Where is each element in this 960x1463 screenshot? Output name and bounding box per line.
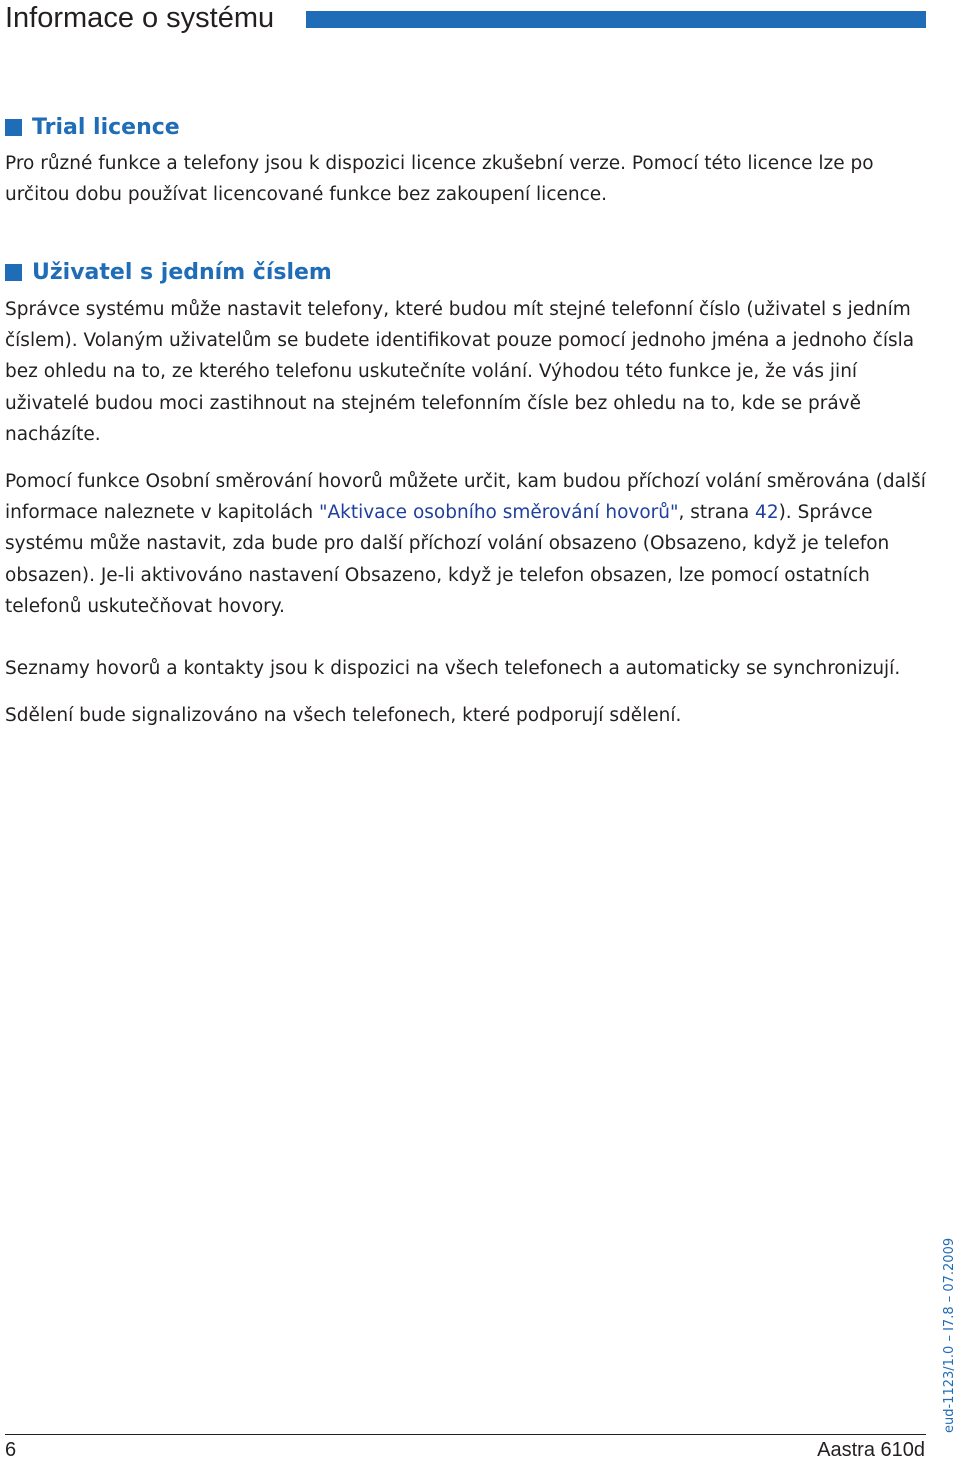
routing-paragraph	[5, 466, 935, 622]
trial-paragraph: Pro různé funkce a telefony jsou k dispozici licence zkušební verze. Pomocí této licence lze po určitou dobu používat licencované funkce bez zakoupení licence.	[5, 153, 874, 206]
header-accent-bar	[306, 11, 926, 28]
square-bullet-icon	[5, 264, 22, 281]
routing-text-end: ). Správce systému může nastavit, zda bude pro další příchozí volání obsazeno (Obsazeno, když je telefon obsazen). Je-li aktivováno nastavení Obsazeno, když je telefon obsazen, lze pomocí ostatních telefonů uskutečňovat hovory.	[5, 502, 890, 617]
routing-page-link[interactable]: 42	[755, 502, 779, 524]
routing-text-start: Pomocí funkce Osobní směrování hovorů můžete určit, kam budou příchozí volání směrována (další informace naleznete v kapitolách	[5, 471, 926, 524]
footer-divider	[5, 1434, 926, 1435]
square-bullet-icon	[5, 119, 22, 136]
routing-chapter-link[interactable]: "Aktivace osobního směrování hovorů"	[318, 502, 679, 524]
routing-text-page-prefix: , strana	[678, 502, 756, 524]
section-title-single-number: Uživatel s jedním číslem	[32, 259, 332, 285]
lists-paragraph: Seznamy hovorů a kontakty jsou k dispozici na všech telefonech a automaticky se synchronizují.	[5, 658, 901, 679]
page-header	[5, 0, 926, 38]
section-title-trial: Trial licence	[32, 114, 180, 140]
document-code: eud-1123/1.0 – I7.8 – 07.2009	[942, 1237, 957, 1433]
single-number-paragraph: Správce systému může nastavit telefony, které budou mít stejné telefonní číslo (uživatel s jedním číslem). Volaným uživatelům se budete identifikovat pouze pomocí jednoho jména a jednoho čísla bez ohledu na to, ze kterého telefonu uskutečníte volání. Výhodou této funkce je, že vás jiní uživatelé budou moci zastihnout na stejném telefonním čísle bez ohledu na to, kde se právě nacházíte.	[5, 299, 915, 445]
page-number: 6	[5, 1439, 17, 1461]
product-name: Aastra 610d	[817, 1439, 925, 1461]
page-title: Informace o systému	[5, 2, 275, 34]
section-heading-trial	[5, 112, 180, 142]
message-paragraph: Sdělení bude signalizováno na všech telefonech, které podporují sdělení.	[5, 705, 682, 726]
section-heading-single-number	[5, 257, 332, 287]
